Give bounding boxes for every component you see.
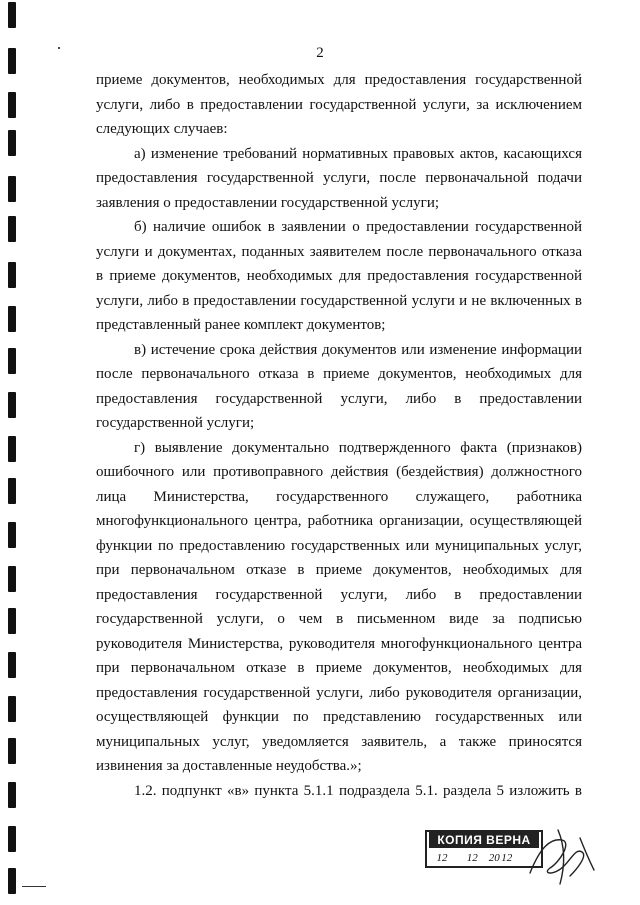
page-number: 2 xyxy=(316,45,324,61)
binder-mark xyxy=(8,216,16,242)
stamp-year-suffix: 12 xyxy=(500,850,514,867)
binder-mark xyxy=(8,392,16,418)
edge-line xyxy=(22,886,46,887)
stamp-title: КОПИЯ ВЕРНА xyxy=(429,832,539,848)
stamp-year-prefix: 20 xyxy=(488,852,500,864)
binder-mark xyxy=(8,436,16,462)
paragraph-item-b: б) наличие ошибок в заявлении о предоставлении государственной услуги и документах, поданных заявителем после первоначального отказа в приеме документов, необходимых для предоставления государственной услуги, либо в предоставлении государственной услуги и не включенных в представленный ранее комплект документов; xyxy=(96,219,582,333)
binder-mark xyxy=(8,478,16,504)
paragraph-item-g: г) выявление документально подтвержденного факта (признаков) ошибочного или противоправного действия (бездействия) должностного лица Министерства, государственного служащего, работника многофункционального центра, работника организации, осуществляющей функции по предоставлению государственных или муниципальных услуг, при первоначальном отказе в приеме документов, необходимых для предоставления государственной услуги, либо в предоставлении государственной услуги, о чем в письменном виде за подписью руководителя Министерства, руководителя многофункционального центра при первоначальном отказе в приеме документов, необходимых для предоставления государственной услуги, либо руководителя организации, осуществляющей функции по представлению государственных или муниципальных услуг, уведомляется заявитель, а также приносятся извинения за доставленные неудобства.»; xyxy=(96,439,582,774)
binder-mark xyxy=(8,652,16,678)
binder-mark xyxy=(8,826,16,852)
binder-mark xyxy=(8,522,16,548)
binder-mark xyxy=(8,782,16,808)
binder-mark xyxy=(8,696,16,722)
paragraph-item-v: в) истечение срока действия документов или изменение информации после первоначального отказа в приеме документов, необходимых для предоставления государственной услуги, либо в предоставлении государственной услуги; xyxy=(96,341,582,431)
binder-mark xyxy=(8,608,16,634)
paragraph-item-a: а) изменение требований нормативных правовых актов, касающихся предоставления государственной услуги, после первоначальной подачи заявления о предоставлении государственной услуги; xyxy=(96,145,582,211)
binder-mark xyxy=(8,348,16,374)
stamp-day: 12 xyxy=(431,850,453,867)
binder-mark xyxy=(8,262,16,288)
handwritten-signature xyxy=(520,818,600,888)
binder-mark xyxy=(8,130,16,156)
body-text xyxy=(96,68,582,803)
binder-mark xyxy=(8,566,16,592)
binder-mark xyxy=(8,738,16,764)
binder-mark xyxy=(8,176,16,202)
binder-mark xyxy=(8,306,16,332)
binder-mark xyxy=(8,92,16,118)
binder-mark xyxy=(8,2,16,28)
binder-mark xyxy=(8,868,16,894)
paragraph: приеме документов, необходимых для предоставления государственной услуги, либо в предоставлении государственной услуги, за исключением следующих случаев: xyxy=(96,72,582,137)
stamp-month: 12 xyxy=(461,850,483,867)
paragraph-clause-1-2: 1.2. подпункт «в» пункта 5.1.1 подраздела 5.1. раздела 5 изложить в xyxy=(134,782,582,799)
